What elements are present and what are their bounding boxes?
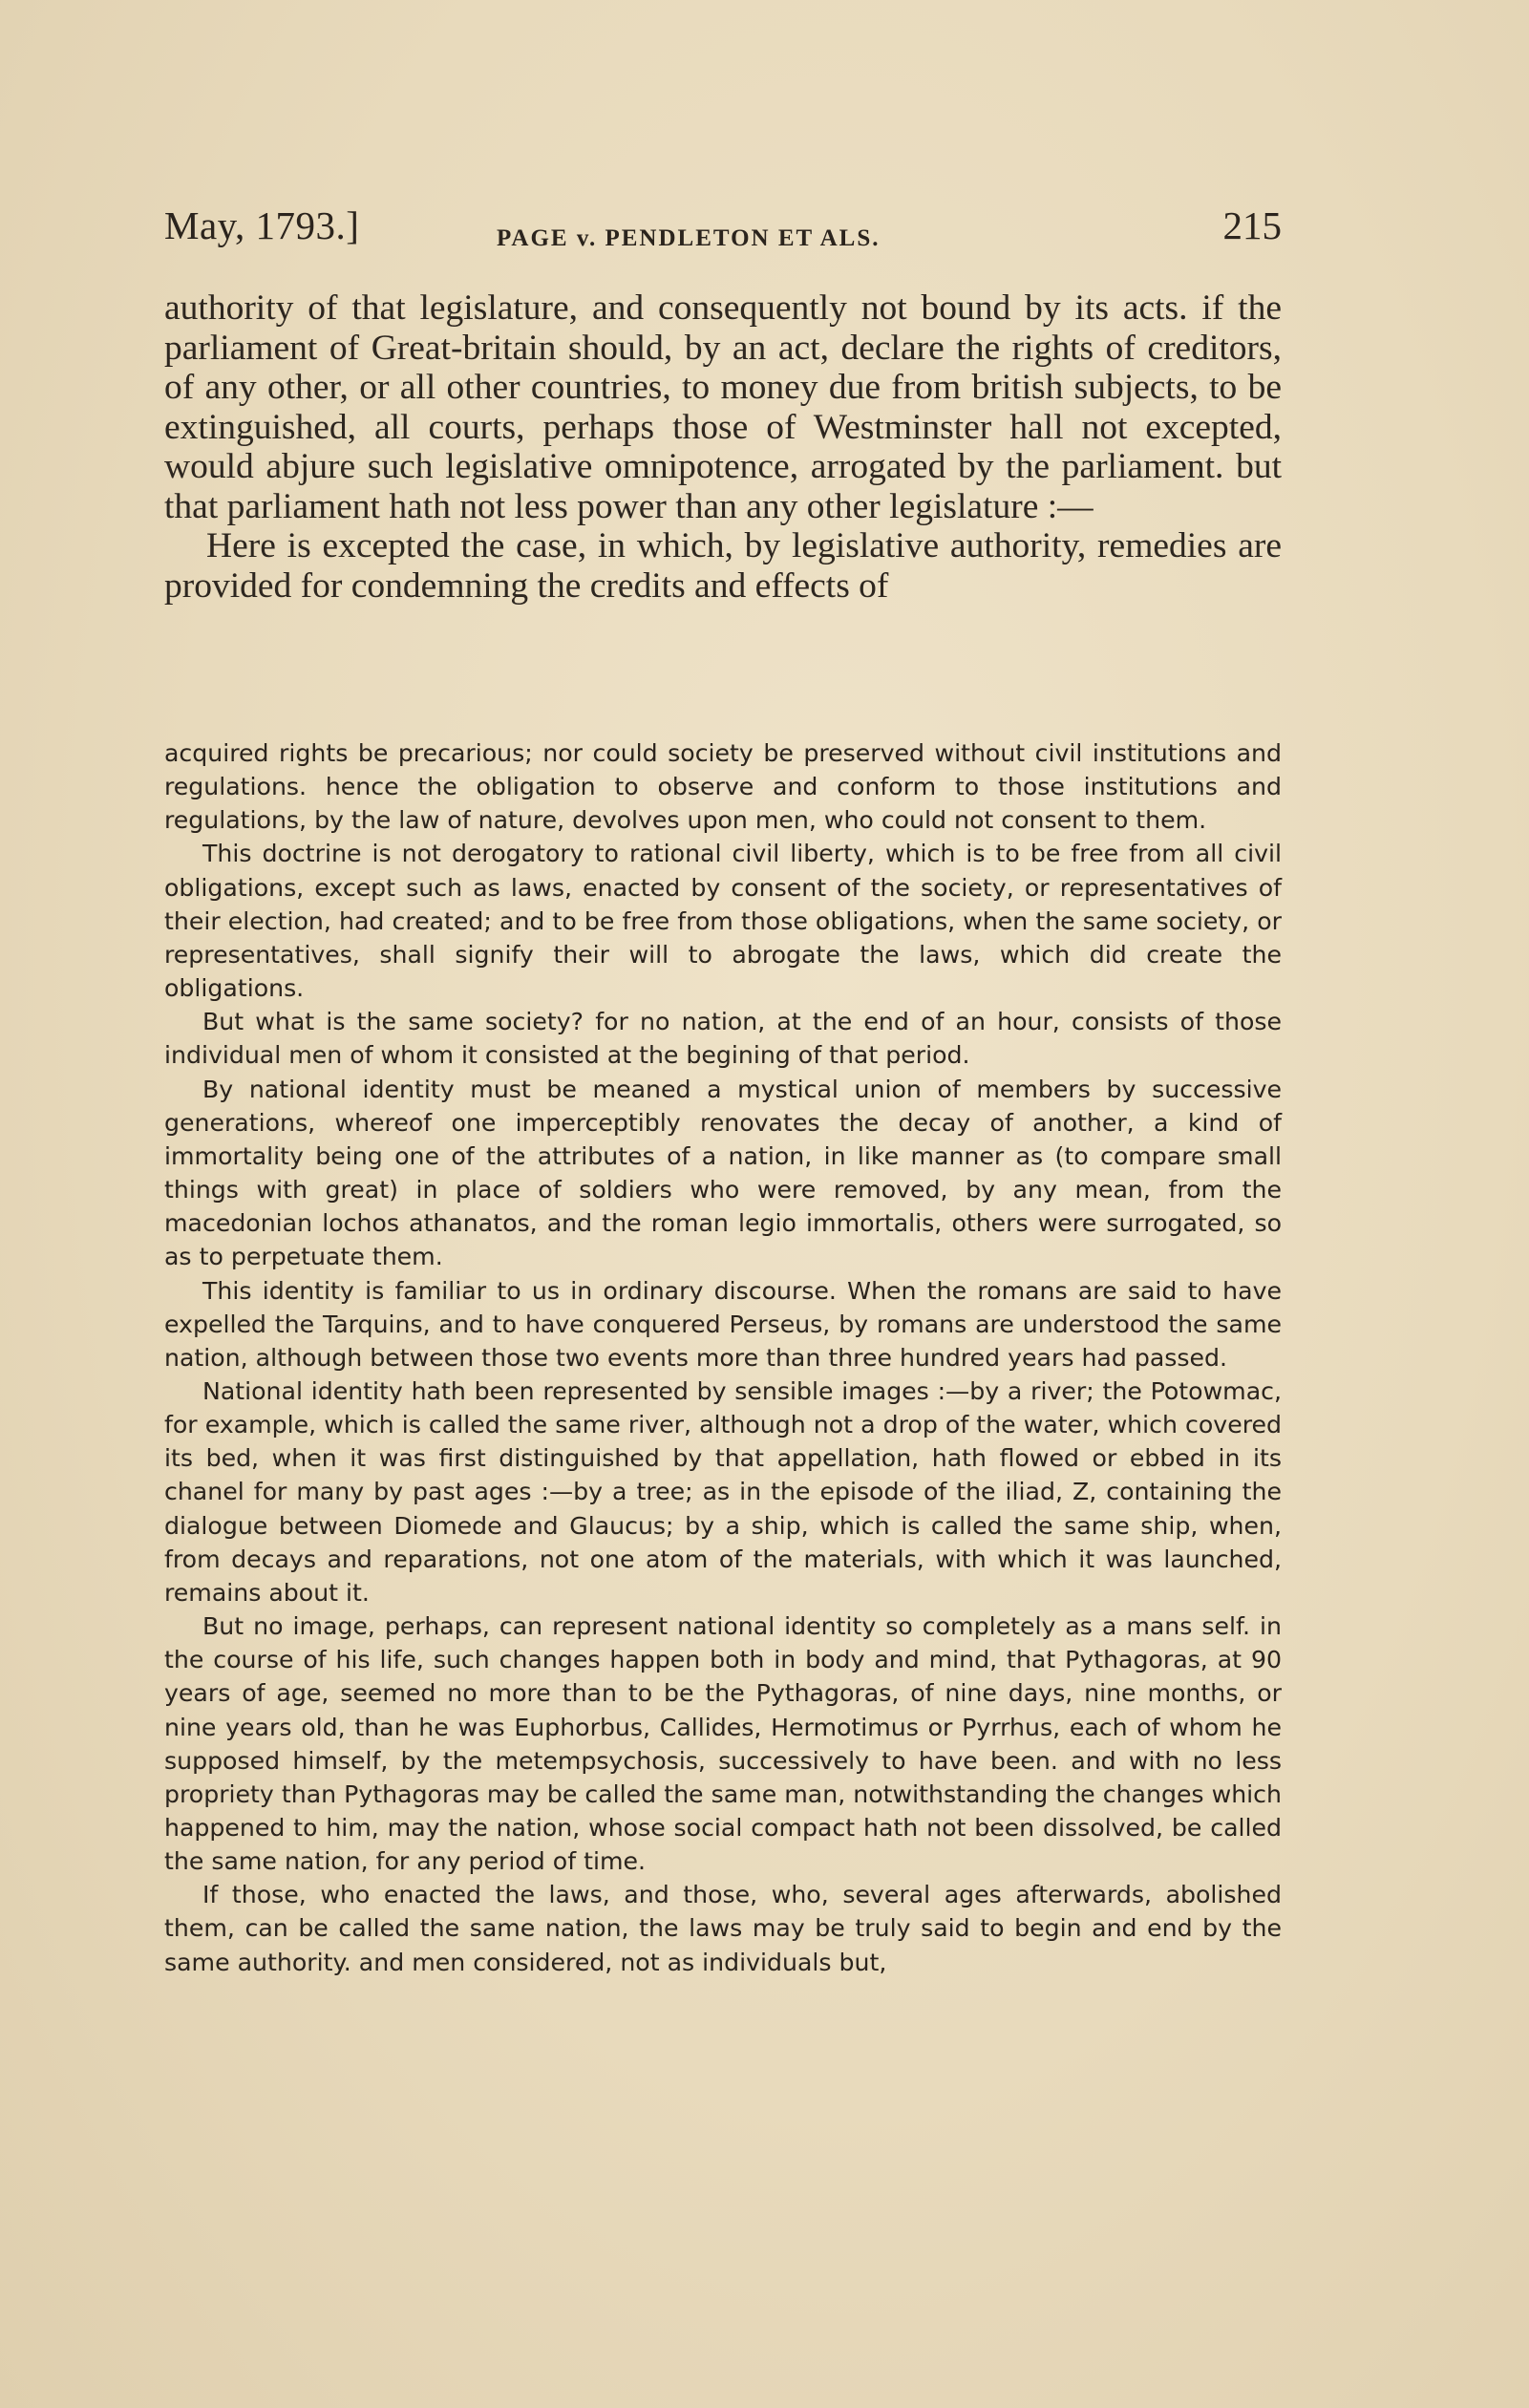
footnote-paragraph: This doctrine is not derogatory to rational civil liberty, which is to be free from all civil obligations, except such as laws, enacted by consent of the society, or representatives of their election, had created; and to be free from those obligations, when the same society, or representatives, shall signify their will to abrogate the laws, which did create the obligations. xyxy=(164,840,1282,1003)
running-header xyxy=(164,202,1282,260)
main-paragraph: Here is excepted the case, in which, by legislative authority, remedies are provided for condemning the credits and effects of xyxy=(164,526,1282,606)
header-case-title: PAGE v. PENDLETON ET ALS. xyxy=(497,225,881,251)
footnote-paragraph: But no image, perhaps, can represent national identity so completely as a mans self. in the course of his life, such changes happen both in body and mind, that Pythagoras, at 90 years of age, seemed no more than to be the Pythagoras, of nine days, nine months, or nine years old, than he was Euphorbus, Callides, Hermotimus or Pyrrhus, each of whom he supposed himself, by the metempsychosis, successively to have been. and with no less propriety than Pythagoras may be called the same man, notwithstanding the changes which happened to him, may the nation, whose social compact hath not been dissolved, be called the same nation, for any period of time. xyxy=(164,1612,1282,1876)
main-paragraph: authority of that legislature, and consequently not bound by its acts. if the parliament of Great-britain should, by an act, declare the rights of creditors, of any other, or all other countries, to money due from british subjects, to be extinguished, all courts, perhaps those of Westminster hall not excepted, would abjure such legislative omnipotence, arrogated by the parliament. but that parliament hath not less power than any other legislature :— xyxy=(164,288,1282,526)
page-number: 215 xyxy=(1222,203,1282,247)
footnote-paragraph: acquired rights be precarious; nor could society be preserved without civil institutions and regulations. hence the obligation to observe and conform to those institutions and regulations, by the law of nature, devolves upon men, who could not consent to them. xyxy=(164,739,1282,835)
footnote-paragraph: This identity is familiar to us in ordinary discourse. When the romans are said to have expelled the Tarquins, and to have conquered Perseus, by romans are understood the same nation, although between those two events more than three hundred years had passed. xyxy=(164,1276,1282,1372)
footnote-text xyxy=(164,736,1282,1979)
footnote-paragraph: But what is the same society? for no nation, at the end of an hour, consists of those individual men of whom it consisted at the begining of that period. xyxy=(164,1008,1282,1070)
main-body-text xyxy=(164,288,1282,606)
footnote-paragraph: National identity hath been represented by sensible images :—by a river; the Potowmac, for example, which is called the same river, although not a drop of the water, which covered its bed, when it was first distinguished by that appellation, hath flowed or ebbed in its chanel for many by past ages :—by a tree; as in the episode of the iliad, Z, containing the dialogue between Diomede and Glaucus; by a ship, which is called the same ship, when, from decays and reparations, not one atom of the materials, with which it was launched, remains about it. xyxy=(164,1376,1282,1607)
footnote-paragraph: If those, who enacted the laws, and those, who, several ages afterwards, abolished them, can be called the same nation, the laws may be truly said to begin and end by the same authority. and men considered, not as individuals but, xyxy=(164,1881,1282,1976)
header-date: May, 1793.] xyxy=(164,203,360,247)
footnote-paragraph: By national identity must be meaned a mystical union of members by successive generations, whereof one imperceptibly renovates the decay of another, a kind of immortality being one of the attributes of a nation, in like manner as (to compare small things with great) in place of soldiers who were removed, by any mean, from the macedonian lochos athanatos, and the roman legio immortalis, others were surrogated, so as to perpetuate them. xyxy=(164,1075,1282,1271)
